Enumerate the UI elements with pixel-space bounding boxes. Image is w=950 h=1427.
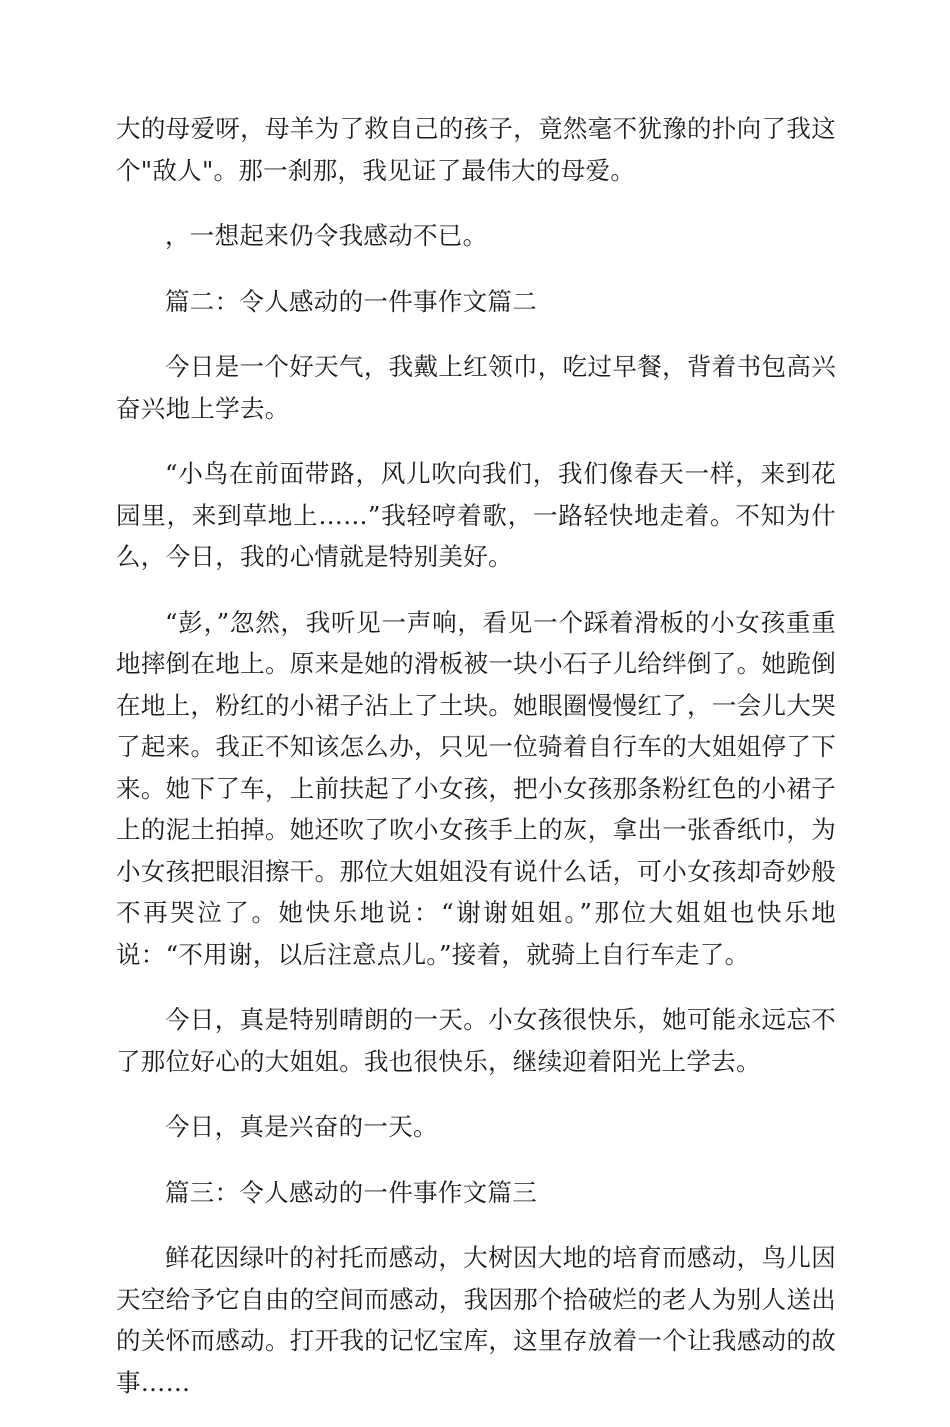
paragraph-continuation: 大的母爱呀，母羊为了救自己的孩子，竟然毫不犹豫的扑向了我这个"敌人"。那一刹那，我见证了最伟大的母爱。 [116,114,836,185]
paragraph: “彭，”忽然，我听见一声响，看见一个踩着滑板的小女孩重重地摔倒在地上。原来是她的滑板被一块小石子儿给绊倒了。她跪倒在地上，粉红的小裙子沾上了土块。她眼圈慢慢红了，一会儿大哭了起来。我正不知该怎么办，只见一位骑着自行车的大姐姐停了下来。她下了车，上前扶起了小女孩，把小女孩那条粉红色的小裙子上的泥土拍掉。她还吹了吹小女孩手上的灰，拿出一张香纸巾，为小女孩把眼泪擦干。那位大姐姐没有说什么话，可小女孩却奇妙般不再哭泣了。她快乐地说：“谢谢姐姐。”那位大姐姐也快乐地说：“不用谢，以后注意点儿。”接着，就骑上自行车走了。 [116,607,836,969]
paragraph: 今日，真是特别晴朗的一天。小女孩很快乐，她可能永远忘不了那位好心的大姐姐。我也很快乐，继续迎着阳光上学去。 [116,1005,836,1076]
section-heading-3: 篇三：令人感动的一件事作文篇三 [165,1177,537,1207]
paragraph: 今日，真是兴奋的一天。 [165,1112,438,1141]
document-body [116,108,836,1427]
section-heading-2: 篇二：令人感动的一件事作文篇二 [165,286,537,316]
paragraph: ，一想起来仍令我感动不已。 [165,221,488,250]
paragraph: 今日是一个好天气，我戴上红领巾，吃过早餐，背着书包高兴奋兴地上学去。 [116,352,836,423]
paragraph: “小鸟在前面带路，风儿吹向我们，我们像春天一样，来到花园里，来到草地上……”我轻哼着歌，一路轻快地走着。不知为什么，今日，我的心情就是特别美好。 [116,459,836,571]
paragraph: 鲜花因绿叶的衬托而感动，大树因大地的培育而感动，鸟儿因天空给予它自由的空间而感动，我因那个拾破烂的老人为别人送出的关怀而感动。打开我的记忆宝库，这里存放着一个让我感动的故事…… [116,1243,836,1397]
